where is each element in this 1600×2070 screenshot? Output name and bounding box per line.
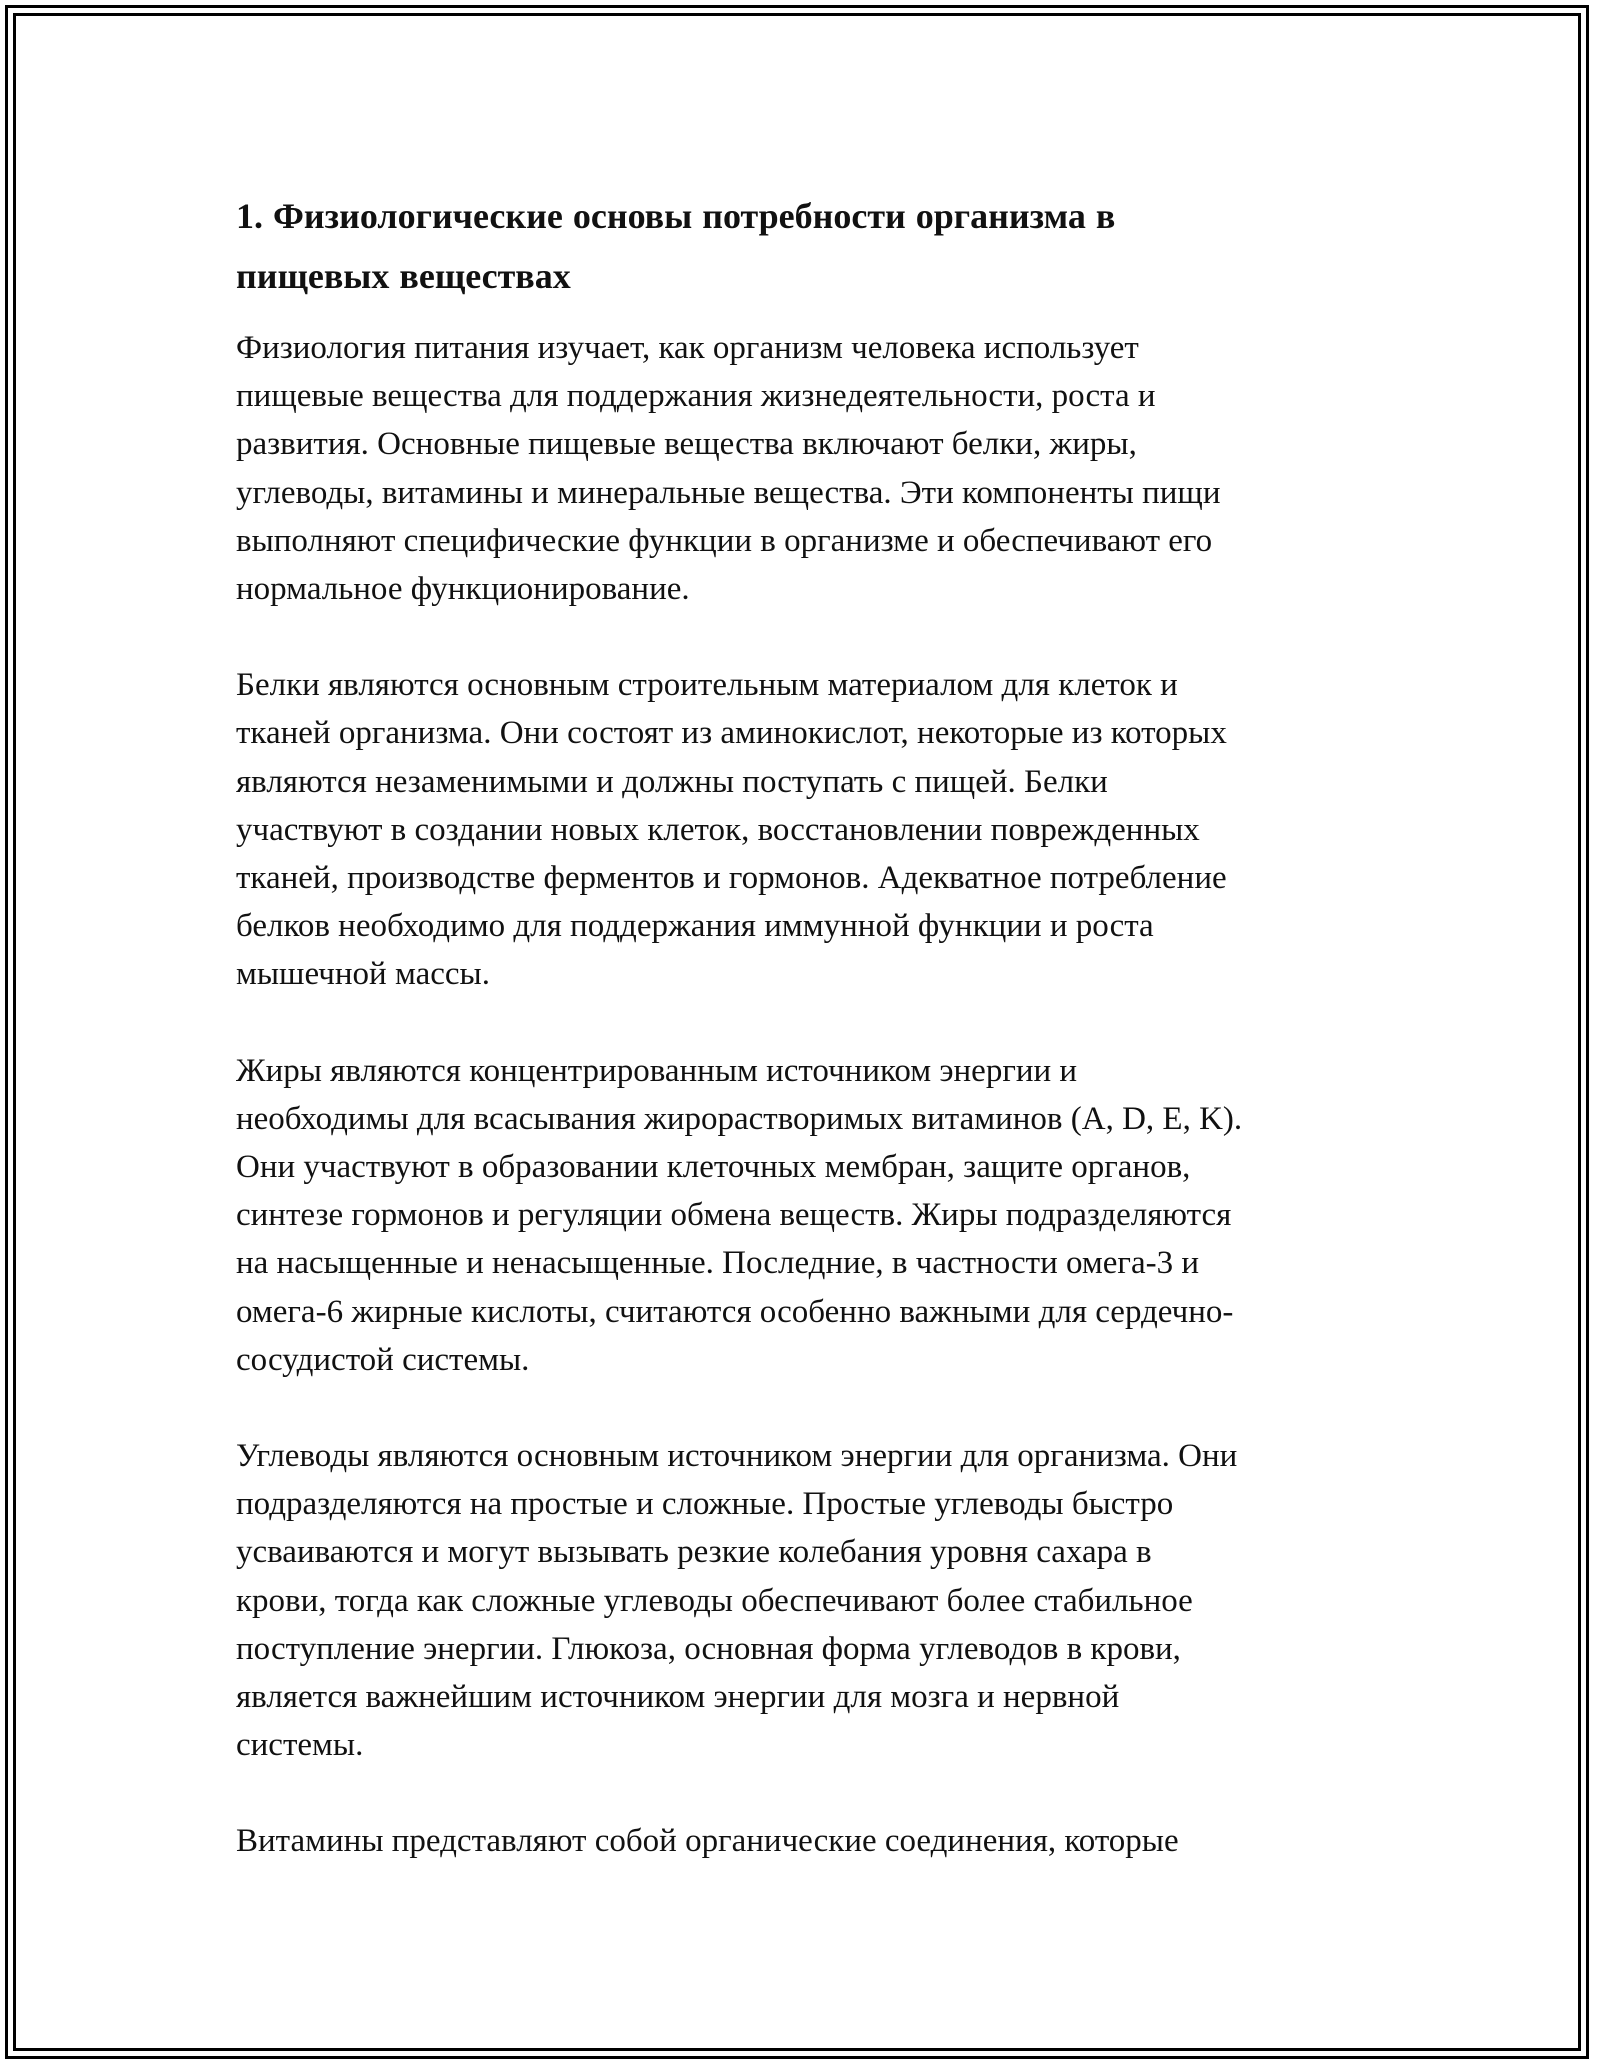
- text-line: сосудистой системы.: [236, 1341, 530, 1378]
- text-line: развития. Основные пищевые вещества включают белки, жиры,: [236, 426, 1137, 463]
- text-line: Они участвуют в образовании клеточных мембран, защите органов,: [236, 1149, 1191, 1186]
- text-line: тканей, производстве ферментов и гормонов. Адекватное потребление: [236, 860, 1227, 897]
- paragraph-vitamins: [236, 1817, 1366, 1865]
- text-line: системы.: [236, 1727, 364, 1764]
- text-line: белков необходимо для поддержания иммунной функции и роста: [236, 908, 1154, 945]
- text-line: участвуют в создании новых клеток, восстановлении поврежденных: [236, 811, 1200, 848]
- text-line: поступление энергии. Глюкоза, основная форма углеводов в крови,: [236, 1630, 1181, 1667]
- text-line: на насыщенные и ненасыщенные. Последние, в частности омега-3 и: [236, 1245, 1199, 1282]
- text-line: выполняют специфические функции в организме и обеспечивают его: [236, 522, 1213, 559]
- section-title: [236, 186, 1366, 306]
- text-line: Углеводы являются основным источником энергии для организма. Они: [236, 1438, 1238, 1475]
- text-line: необходимы для всасывания жирорастворимых витаминов (A, D, E, K).: [236, 1100, 1243, 1137]
- paragraph-proteins: [236, 661, 1366, 998]
- paragraph-carbohydrates: [236, 1432, 1366, 1769]
- text-line: углеводы, витамины и минеральные вещества. Эти компоненты пищи: [236, 474, 1221, 511]
- paragraph-intro: [236, 324, 1366, 613]
- text-line: синтезе гормонов и регуляции обмена веществ. Жиры подразделяются: [236, 1197, 1232, 1234]
- text-line: мышечной массы.: [236, 956, 490, 993]
- text-line: крови, тогда как сложные углеводы обеспечивают более стабильное: [236, 1582, 1193, 1619]
- document-page: [236, 186, 1386, 1914]
- text-line: подразделяются на простые и сложные. Простые углеводы быстро: [236, 1486, 1174, 1523]
- text-line: тканей организма. Они состоят из аминокислот, некоторые из которых: [236, 715, 1227, 752]
- text-line: Витамины представляют собой органические соединения, которые: [236, 1823, 1179, 1860]
- text-line: омега-6 жирные кислоты, считаются особенно важными для сердечно-: [236, 1293, 1234, 1330]
- text-line: пищевые вещества для поддержания жизнедеятельности, роста и: [236, 378, 1156, 415]
- text-line: являются незаменимыми и должны поступать с пищей. Белки: [236, 763, 1108, 800]
- title-line: пищевых веществах: [236, 256, 571, 296]
- title-line: 1. Физиологические основы потребности организма в: [236, 196, 1116, 236]
- text-line: Физиология питания изучает, как организм человека использует: [236, 330, 1139, 366]
- text-line: усваиваются и могут вызывать резкие колебания уровня сахара в: [236, 1534, 1152, 1571]
- text-line: является важнейшим источником энергии для мозга и нервной: [236, 1679, 1120, 1716]
- text-line: Жиры являются концентрированным источником энергии и: [236, 1052, 1078, 1089]
- text-line: нормальное функционирование.: [236, 571, 690, 608]
- text-line: Белки являются основным строительным материалом для клеток и: [236, 667, 1178, 704]
- paragraph-fats: [236, 1047, 1366, 1384]
